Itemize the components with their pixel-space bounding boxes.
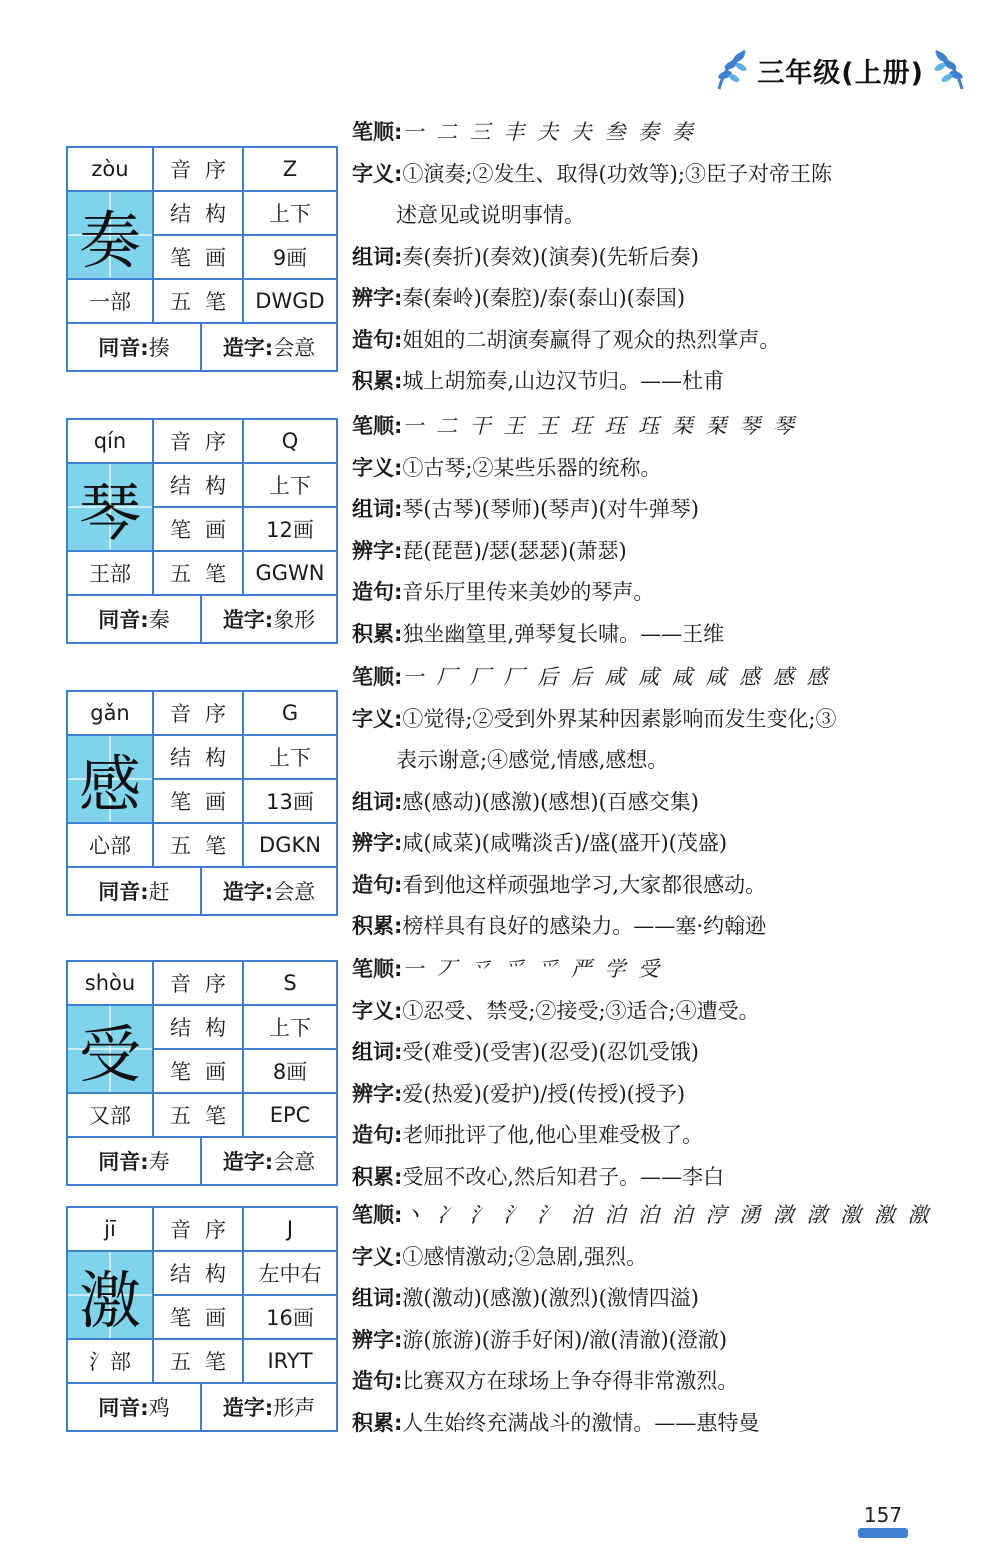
structure-label: 结构 [154, 1252, 244, 1296]
formation: 造字: 象形 [222, 608, 316, 632]
formation: 造字: 会意 [222, 1150, 316, 1174]
words-line: 组词:奏(奏折)(奏效)(演奏)(先斩后奏) [352, 244, 699, 269]
structure-label: 结构 [154, 736, 244, 780]
meaning-line-cont: 表示谢意;④感觉,情感,感想。 [396, 748, 669, 772]
wubi-code: DGKN [244, 824, 336, 868]
radical: 心部 [68, 824, 154, 868]
stroke-order-line: 笔顺:一 二 三 丰 夫 夫 叁 奏 奏 [352, 120, 696, 144]
strokes-value: 13画 [244, 780, 336, 824]
yinxu-label: 音序 [154, 962, 244, 1006]
yinxu-letter: S [244, 962, 336, 1006]
meaning-line: 字义:①觉得;②受到外界某种因素影响而发生变化;③ [352, 706, 837, 731]
yinxu-letter: Q [244, 420, 336, 464]
char-card-qin [66, 418, 338, 644]
strokes-value: 8画 [244, 1050, 336, 1094]
sentence-line: 造句:姐姐的二胡演奏赢得了观众的热烈掌声。 [352, 327, 781, 352]
accumulate-line: 积累:受屈不改心,然后知君子。——李白 [352, 1164, 725, 1189]
meaning-line-cont: 述意见或说明事情。 [396, 203, 585, 227]
distinguish-line: 辨字:咸(咸菜)(咸嘴淡舌)/盛(盛开)(茂盛) [352, 831, 728, 855]
wubi-label: 五笔 [154, 552, 244, 596]
wubi-code: GGWN [244, 552, 336, 596]
distinguish-line: 辨字:秦(秦岭)(秦腔)/泰(泰山)(泰国) [352, 286, 686, 310]
homophone: 同音: 寿 [68, 1138, 202, 1184]
yinxu-label: 音序 [154, 692, 244, 736]
accumulate-line: 积累:城上胡笳奏,山边汉节归。——杜甫 [352, 369, 725, 393]
char-card-gan [66, 690, 338, 916]
accumulate-line: 积累:人生始终充满战斗的激情。——惠特曼 [352, 1410, 760, 1435]
structure-value: 上下 [244, 192, 336, 236]
meaning-line: 字义:①忍受、禁受;②接受;③适合;④遭受。 [352, 998, 760, 1023]
wubi-code: IRYT [244, 1340, 336, 1384]
meaning-line: 字义:①古琴;②某些乐器的统称。 [352, 455, 662, 480]
sentence-line: 造句:老师批评了他,他心里难受极了。 [352, 1123, 704, 1147]
sentence-line: 造句:看到他这样顽强地学习,大家都很感动。 [352, 872, 767, 897]
strokes-label: 笔画 [154, 508, 244, 552]
page-number-underline [858, 1528, 908, 1538]
distinguish-line: 辨字:游(旅游)(游手好闲)/澈(清澈)(澄澈) [352, 1327, 728, 1352]
entry-details-ji [352, 1195, 962, 1444]
yinxu-label: 音序 [154, 1208, 244, 1252]
entry-details-qin [352, 406, 962, 655]
big-character: 感 [68, 736, 154, 824]
leaf-ornament-left-icon [711, 47, 751, 93]
homophone: 同音: 鸡 [68, 1384, 202, 1430]
homophone: 同音: 揍 [68, 324, 202, 370]
structure-label: 结构 [154, 192, 244, 236]
strokes-label: 笔画 [154, 1296, 244, 1340]
radical: 王部 [68, 552, 154, 596]
big-character: 激 [68, 1252, 154, 1340]
stroke-order-line: 笔顺:一 二 干 王 王 玨 珏 珏 琹 琹 琴 琴 [352, 414, 797, 438]
entry-details-gan [352, 657, 962, 948]
yinxu-letter: J [244, 1208, 336, 1252]
pinyin: zòu [68, 148, 154, 192]
words-line: 组词:激(激动)(感激)(激烈)(激情四溢) [352, 1286, 699, 1310]
radical: 一部 [68, 280, 154, 324]
accumulate-line: 积累:榜样具有良好的感染力。——塞·约翰逊 [352, 914, 767, 938]
yinxu-letter: G [244, 692, 336, 736]
wubi-code: DWGD [244, 280, 336, 324]
wubi-label: 五笔 [154, 824, 244, 868]
entry-details-shou [352, 949, 962, 1198]
char-card-ji [66, 1206, 338, 1432]
pinyin: qín [68, 420, 154, 464]
pinyin: gǎn [68, 692, 154, 736]
structure-label: 结构 [154, 464, 244, 508]
wubi-code: EPC [244, 1094, 336, 1138]
char-card-shou [66, 960, 338, 1186]
char-card-zou [66, 146, 338, 372]
entry-details-zou [352, 112, 962, 403]
pinyin: shòu [68, 962, 154, 1006]
leaf-ornament-right-icon [930, 47, 970, 93]
distinguish-line: 辨字:琵(琵琶)/瑟(瑟瑟)(萧瑟) [352, 538, 627, 563]
structure-value: 上下 [244, 1006, 336, 1050]
grade-title: 三年级(上册) [757, 57, 924, 89]
sentence-line: 造句:音乐厅里传来美妙的琴声。 [352, 580, 655, 604]
meaning-line: 字义:①演奏;②发生、取得(功效等);③臣子对帝王陈 [352, 161, 832, 186]
yinxu-label: 音序 [154, 420, 244, 464]
page-number: 157 [863, 1503, 903, 1527]
formation: 造字: 会意 [222, 336, 316, 360]
wubi-label: 五笔 [154, 280, 244, 324]
strokes-label: 笔画 [154, 1050, 244, 1094]
wubi-label: 五笔 [154, 1340, 244, 1384]
big-character: 琴 [68, 464, 154, 552]
homophone: 同音: 赶 [68, 868, 202, 914]
words-line: 组词:琴(古琴)(琴师)(琴声)(对牛弹琴) [352, 497, 699, 521]
strokes-label: 笔画 [154, 236, 244, 280]
yinxu-label: 音序 [154, 148, 244, 192]
wubi-label: 五笔 [154, 1094, 244, 1138]
formation: 造字: 会意 [222, 880, 316, 904]
strokes-value: 16画 [244, 1296, 336, 1340]
structure-value: 上下 [244, 464, 336, 508]
page-header [711, 42, 970, 98]
big-character: 奏 [68, 192, 154, 280]
structure-label: 结构 [154, 1006, 244, 1050]
strokes-label: 笔画 [154, 780, 244, 824]
sentence-line: 造句:比赛双方在球场上争夺得非常激烈。 [352, 1369, 739, 1393]
strokes-value: 12画 [244, 508, 336, 552]
homophone: 同音: 秦 [68, 596, 202, 642]
radical: 氵部 [68, 1340, 154, 1384]
words-line: 组词:感(感动)(感激)(感想)(百感交集) [352, 789, 699, 814]
meaning-line: 字义:①感情激动;②急剧,强烈。 [352, 1244, 648, 1269]
accumulate-line: 积累:独坐幽篁里,弹琴复长啸。——王维 [352, 621, 725, 646]
distinguish-line: 辨字:爱(热爱)(爱护)/授(传授)(授予) [352, 1081, 686, 1106]
words-line: 组词:受(难受)(受害)(忍受)(忍饥受饿) [352, 1040, 699, 1064]
yinxu-letter: Z [244, 148, 336, 192]
radical: 又部 [68, 1094, 154, 1138]
stroke-order-line: 笔顺:一 丆 乊 爫 爫 严 学 受 [352, 957, 663, 981]
big-character: 受 [68, 1006, 154, 1094]
structure-value: 上下 [244, 736, 336, 780]
formation: 造字: 形声 [222, 1396, 316, 1420]
strokes-value: 9画 [244, 236, 336, 280]
pinyin: jī [68, 1208, 154, 1252]
stroke-order-line: 笔顺:一 厂 厂 厂 后 后 咸 咸 咸 咸 感 感 感 [352, 665, 831, 689]
stroke-order-line: 笔顺:丶 冫 氵 氵 氵 泊 泊 泊 泊 涥 湧 潡 潡 激 激 激 [352, 1203, 932, 1227]
structure-value: 左中右 [244, 1252, 336, 1296]
